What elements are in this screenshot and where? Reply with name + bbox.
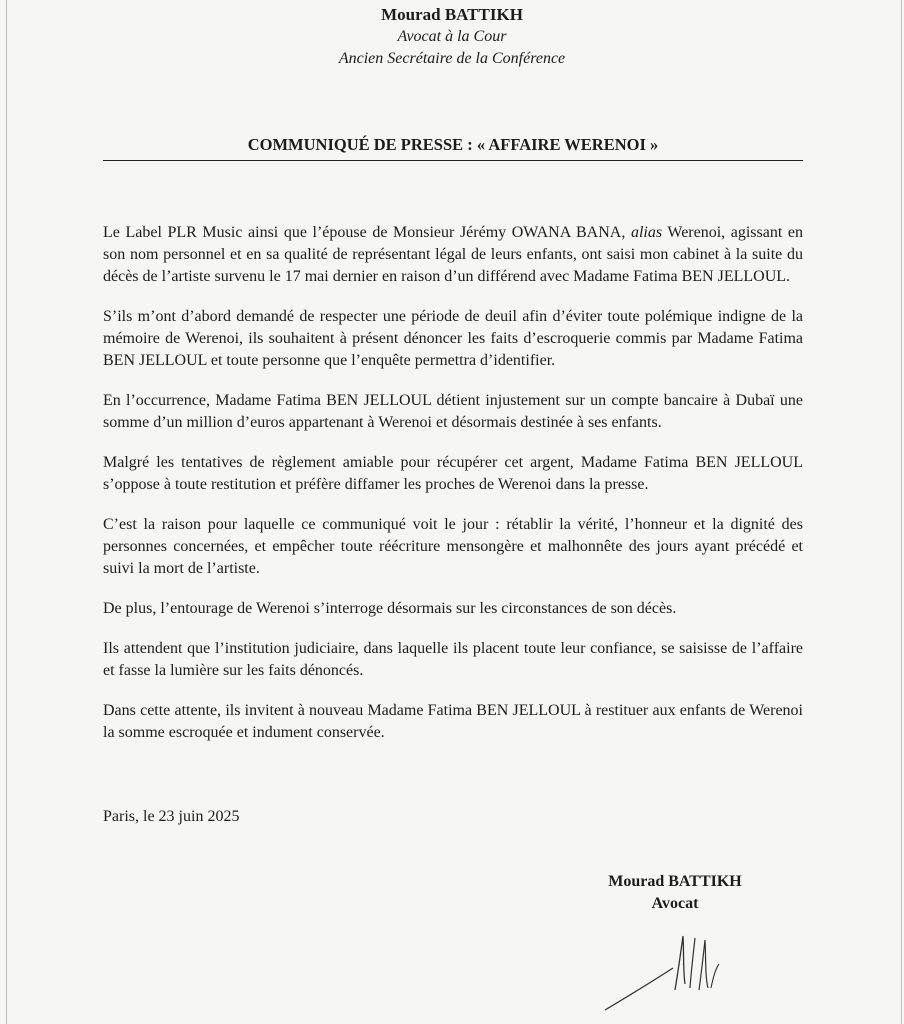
paragraph-3: En l’occurrence, Madame Fatima BEN JELLOUL détient injustement sur un compte bancaire à Dubaï une somme d’un million d’euros appartenant à Werenoi et désormais destinée à ses enfants. — [103, 392, 803, 431]
paragraph-4: Malgré les tentatives de règlement amiable pour récupérer cet argent, Madame Fatima BEN JELLOUL s’oppose à toute restitution et préfère diffamer les proches de Werenoi dans la presse. — [103, 454, 803, 493]
date-line: Paris, le 23 juin 2025 — [103, 808, 240, 825]
paragraph-1-alias: alias — [630, 224, 663, 241]
paragraph-2: S’ils m’ont d’abord demandé de respecter une période de deuil afin d’éviter toute polémique indigne de la mémoire de Werenoi, ils souhaitent à présent dénoncer les faits d’escroquerie commis par Madame Fatima BEN JELLOUL et toute personne que l’enquête permettra d’identifier. — [103, 308, 803, 369]
press-release-title: COMMUNIQUÉ DE PRESSE : « AFFAIRE WERENOI » — [103, 134, 803, 161]
paragraph-5: C’est la raison pour laquelle ce communiqué voit le jour : rétablir la vérité, l’honneur et la dignité des personnes concernées, et empêcher toute réécriture mensongère et malhonnête des jours ayant précédé et suivi la mort de l’artiste. — [103, 516, 803, 577]
letterhead-name: Mourad BATTIKH — [381, 5, 523, 24]
letterhead — [0, 4, 904, 70]
paragraph-6: De plus, l’entourage de Werenoi s’interroge désormais sur les circonstances de son décès. — [103, 600, 677, 617]
signatory-name: Mourad BATTIKH — [608, 873, 742, 890]
body-text — [103, 222, 803, 762]
handwritten-signature — [595, 918, 735, 1018]
paragraph-1 — [103, 222, 803, 288]
paragraph-8: Dans cette attente, ils invitent à nouveau Madame Fatima BEN JELLOUL à restituer aux enfants de Werenoi la somme escroquée et indument conservée. — [103, 702, 803, 741]
paragraph-1-start: Le Label PLR Music ainsi que l’épouse de Monsieur Jérémy OWANA BANA, — [103, 224, 631, 241]
page-edge-right — [901, 0, 902, 1024]
signature-block — [590, 871, 760, 915]
paragraph-1-end: Werenoi, agissant en son nom personnel et en sa qualité de représentant légal de leurs enfants, ont saisi mon cabinet à la suite du décès de l’artiste survenu le 17 mai dernier en raison d’un différend avec Madame Fatima BEN JELLOUL. — [103, 224, 804, 285]
signatory-title: Avocat — [651, 895, 699, 912]
letterhead-title: Avocat à la Cour — [397, 28, 507, 45]
page-edge-left — [6, 0, 7, 1024]
letterhead-subtitle: Ancien Secrétaire de la Conférence — [338, 50, 566, 67]
paragraph-7: Ils attendent que l’institution judiciaire, dans laquelle ils placent toute leur confiance, se saisisse de l’affaire et fasse la lumière sur les faits dénoncés. — [103, 640, 803, 679]
